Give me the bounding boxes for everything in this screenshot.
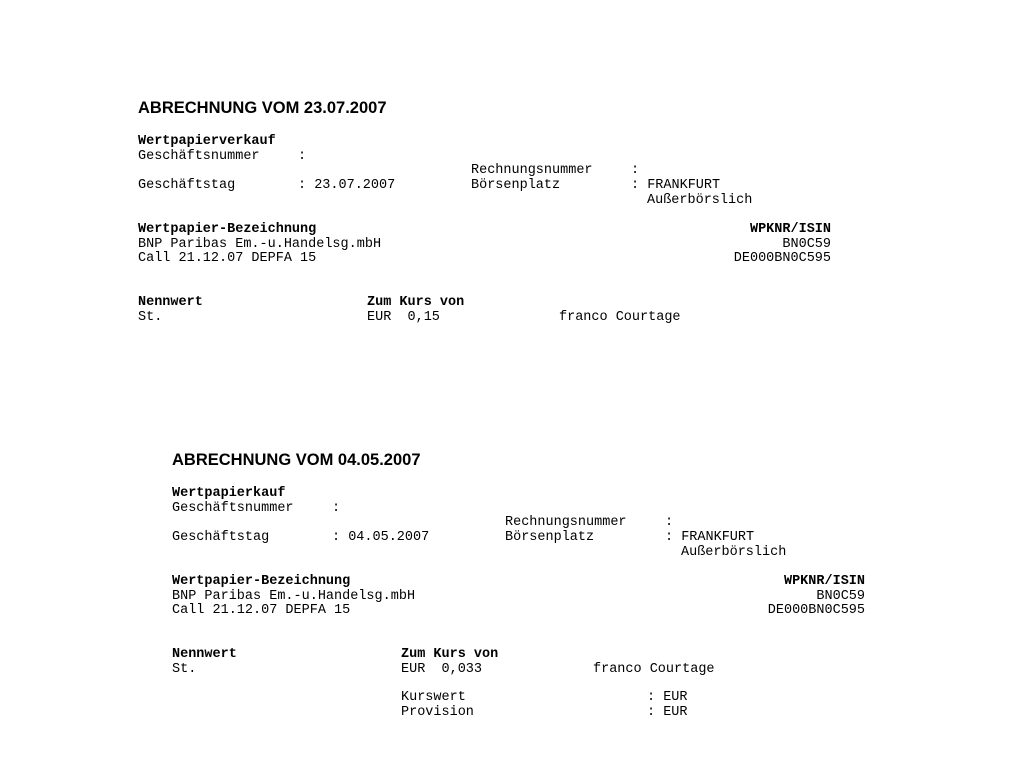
price-header: Zum Kurs von	[401, 647, 499, 662]
security-name-line2: Call 21.12.07 DEPFA 15	[172, 603, 351, 618]
commission-value: : EUR	[647, 705, 688, 720]
nominal-header: Nennwert	[138, 295, 203, 310]
isin-header: WPKNR/ISIN	[783, 574, 865, 589]
courtage-note: franco Courtage	[559, 310, 681, 325]
invoice-number-value: :	[631, 163, 640, 178]
order-number-label: Geschäftsnummer	[172, 501, 294, 516]
security-name-line1: BNP Paribas Em.-u.Handelsg.mbH	[138, 237, 382, 252]
market-value-value: : EUR	[647, 690, 688, 705]
exchange-value: : FRANKFURT	[631, 178, 721, 193]
security-name-line2: Call 21.12.07 DEPFA 15	[138, 251, 317, 266]
nominal-header: Nennwert	[172, 647, 237, 662]
nominal-unit: St.	[138, 310, 163, 325]
trade-date-label: Geschäftstag	[138, 178, 236, 193]
nominal-unit: St.	[172, 662, 197, 677]
statement-2	[172, 450, 912, 730]
exchange-label: Börsenplatz	[471, 178, 561, 193]
security-name-line1: BNP Paribas Em.-u.Handelsg.mbH	[172, 589, 416, 604]
invoice-number-label: Rechnungsnummer	[505, 515, 627, 530]
security-header: Wertpapier-Bezeichnung	[172, 574, 351, 589]
price-value: EUR 0,033	[401, 662, 483, 677]
trade-date-value: : 04.05.2007	[332, 530, 430, 545]
statement-title: ABRECHNUNG VOM 04.05.2007	[172, 451, 421, 469]
isin-value: DE000BN0C595	[767, 603, 865, 618]
order-number-value: :	[332, 501, 341, 516]
courtage-note: franco Courtage	[593, 662, 715, 677]
security-header: Wertpapier-Bezeichnung	[138, 222, 317, 237]
market-value-label: Kurswert	[401, 690, 466, 705]
wkn-value: BN0C59	[782, 237, 831, 252]
order-number-label: Geschäftsnummer	[138, 149, 260, 164]
exchange-note: Außerbörslich	[647, 193, 753, 208]
invoice-number-value: :	[665, 515, 674, 530]
exchange-note: Außerbörslich	[681, 545, 787, 560]
order-number-value: :	[298, 149, 307, 164]
statement-1	[138, 98, 878, 378]
transaction-type: Wertpapierkauf	[172, 486, 286, 501]
isin-header: WPKNR/ISIN	[749, 222, 831, 237]
exchange-label: Börsenplatz	[505, 530, 595, 545]
transaction-type: Wertpapierverkauf	[138, 134, 276, 149]
wkn-value: BN0C59	[816, 589, 865, 604]
exchange-value: : FRANKFURT	[665, 530, 755, 545]
statement-title: ABRECHNUNG VOM 23.07.2007	[138, 99, 387, 117]
invoice-number-label: Rechnungsnummer	[471, 163, 593, 178]
price-header: Zum Kurs von	[367, 295, 465, 310]
trade-date-value: : 23.07.2007	[298, 178, 396, 193]
isin-value: DE000BN0C595	[733, 251, 831, 266]
price-value: EUR 0,15	[367, 310, 440, 325]
commission-label: Provision	[401, 705, 474, 720]
trade-date-label: Geschäftstag	[172, 530, 270, 545]
